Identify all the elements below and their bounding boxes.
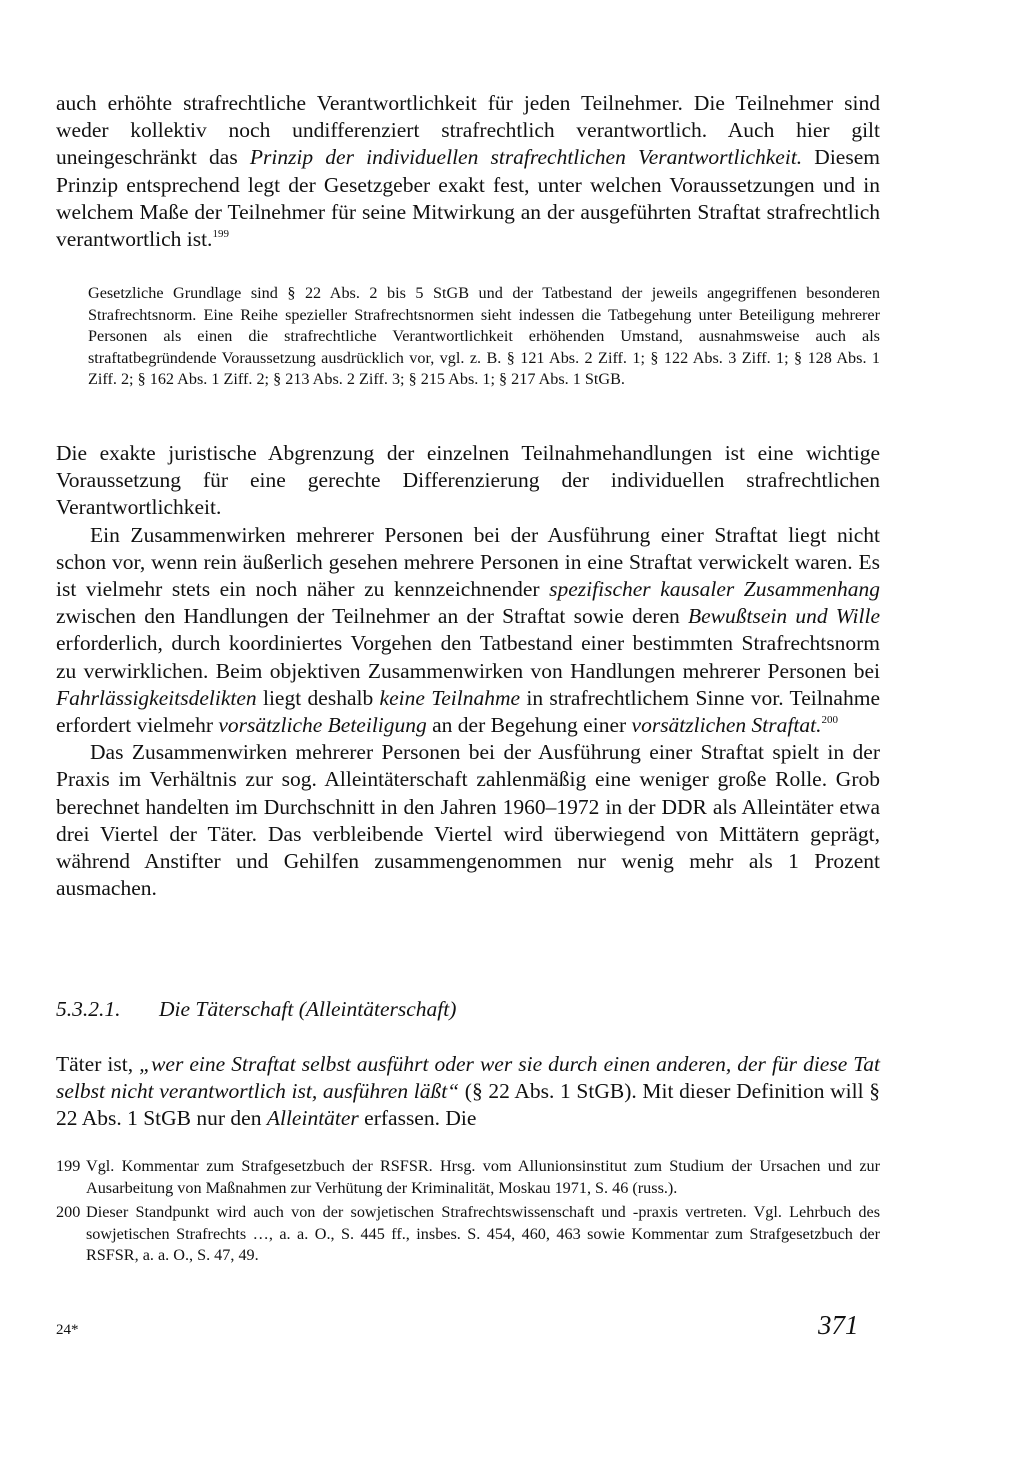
small-print-legal-basis bbox=[88, 283, 880, 391]
section-number: 5.3.2.1. bbox=[56, 997, 121, 1021]
paragraph-statistics: Das Zusammenwirken mehrerer Personen bei der Ausführung einer Straftat spielt in der Praxis im Verhältnis zur sog. Alleintäterschaft zahlenmäßig eine weniger große Rolle. Grob berechnet handelten im Durchschnitt in den Jahren 1960–1972 in der DDR als Alleintäter etwa drei Viertel der Täter. Das verbleibende Viertel wird überwiegend von Mittätern geprägt, während Anstifter und Gehilfen zusammengenommen nur wenig mehr als 1 Prozent ausmachen. bbox=[56, 740, 880, 901]
footnote-ref-199[interactable]: 199 bbox=[212, 228, 229, 241]
text-segment: Ein Zusammenwirken mehrerer Personen bei der Ausführung einer Straftat liegt nicht schon vor, wenn rein äußerlich gesehen mehrere Personen in eine Straftat verwickelt waren. Es ist vielmehr stets ein noch näher zu kennzeichnender bbox=[56, 522, 880, 602]
emphasis: „wer eine Straftat selbst ausführt oder wer sie durch einen anderen, der für diese Tat selbst nicht verantwortlich ist, ausführen läßt“ bbox=[56, 1052, 880, 1104]
text-segment: Täter ist, bbox=[56, 1052, 140, 1076]
text-segment: Diesem Prinzip entsprechend legt der Gesetzgeber exakt fest, unter welchen Voraussetzungen und in welchem Maße der Teilnehmer für seine Mitwirkung an der ausgeführten Straftat strafrechtlich verantwortlich ist. bbox=[56, 145, 880, 252]
text-segment: liegt deshalb bbox=[256, 685, 380, 710]
signature-mark: 24* bbox=[56, 1322, 79, 1338]
footnote-text: Dieser Standpunkt wird auch von der sowjetischen Strafrechtswissenschaft und -praxis vertreten. Vgl. Lehrbuch des sowjetischen Strafrechts …, a. a. O., S. 445 ff., insbes. S. 454, 460, 463 sowie Kommentar zum Strafgesetzbuch der RSFSR, a. a. O., S. 47, 49. bbox=[86, 1203, 880, 1264]
main-text-block bbox=[56, 440, 880, 902]
section-title: Die Täterschaft (Alleintäterschaft) bbox=[159, 997, 457, 1021]
text-segment: zwischen den Handlungen der Teilnehmer an der Straftat sowie deren bbox=[56, 604, 688, 629]
paragraph-individual-responsibility bbox=[56, 90, 880, 253]
small-print-text: Gesetzliche Grundlage sind § 22 Abs. 2 bis 5 StGB und der Tatbestand der jeweils angegriffenen besonderen Strafrechtsnorm. Eine Reihe spezieller Strafrechtsnormen sieht indessen die Tatbegehung unter Beteiligung mehrerer Personen als einen die strafrechtliche Verantwortlichkeit erhöhenden Umstand, ausnahmsweise auch als straftatbegründende Voraussetzung ausdrücklich vor, vgl. z. B. § 121 Abs. 2 Ziff. 1; § 122 Abs. 3 Ziff. 1; § 128 Abs. 1 Ziff. 2; § 162 Abs. 1 Ziff. 2; § 213 Abs. 2 Ziff. 3; § 215 Abs. 1; § 217 Abs. 1 StGB. bbox=[88, 284, 880, 388]
page-number: 371 bbox=[818, 1310, 859, 1340]
text-segment: erfassen. Die bbox=[358, 1106, 477, 1131]
paragraph-definition bbox=[56, 1051, 880, 1133]
text-segment: erforderlich, durch koordiniertes Vorgehen den Tatbestand einer bestimmten Strafrechtsnorm zu verwirklichen. Beim objektiven Zusammenwirken von Handlungen mehrerer Personen bei bbox=[56, 631, 880, 683]
paragraph-cooperation bbox=[56, 522, 880, 740]
emphasis: Bewußtsein und Wille bbox=[687, 604, 880, 629]
emphasis: keine Teilnahme bbox=[379, 685, 521, 710]
emphasis: spezifischer kausaler Zusammenhang bbox=[549, 577, 880, 602]
footnote-number: 199 bbox=[56, 1157, 81, 1175]
footnote-number: 200 bbox=[56, 1203, 81, 1221]
text-segment: an der Begehung einer bbox=[426, 713, 632, 738]
footnotes bbox=[56, 1156, 880, 1270]
text-segment: in strafrechtlichem Sinne vor. Teilnahme erfordert vielmehr bbox=[56, 685, 880, 738]
footnote-text: Vgl. Kommentar zum Strafgesetzbuch der RSFSR. Hrsg. vom Allunionsinstitut zum Studium der Ursachen und zur Ausarbeitung von Maßnahmen zur Verhütung der Kriminalität, Moskau 1971, S. 46 (russ.). bbox=[86, 1157, 880, 1197]
emphasis: Prinzip der individuellen strafrechtlichen Verantwortlichkeit. bbox=[249, 145, 803, 170]
footnote-200 bbox=[56, 1202, 880, 1267]
emphasis: Alleintäter bbox=[266, 1106, 359, 1131]
section-heading bbox=[56, 996, 456, 1023]
text-segment: (§ 22 Abs. 1 StGB). Mit dieser Definition will § 22 Abs. 1 StGB nur den bbox=[56, 1079, 880, 1131]
emphasis: vorsätzliche Beteiligung bbox=[218, 713, 427, 738]
footnote-ref-200[interactable]: 200 bbox=[821, 714, 838, 727]
emphasis: Fahrlässigkeitsdelikten bbox=[56, 685, 257, 710]
paragraph-delimitation: Die exakte juristische Abgrenzung der einzelnen Teilnahmehandlungen ist eine wichtige Voraussetzung für eine gerechte Differenzierung der individuellen strafrechtlichen Verantwortlichkeit. bbox=[56, 441, 880, 520]
text-segment: auch erhöhte strafrechtliche Verantwortlichkeit für jeden Teilnehmer. Die Teilnehmer sind weder kollektiv noch undifferenziert strafrechtlich verantwortlich. Auch hier gilt uneingeschränkt das bbox=[56, 91, 880, 170]
footnote-199 bbox=[56, 1156, 880, 1199]
emphasis: vorsätzlichen Straftat. bbox=[631, 713, 822, 738]
